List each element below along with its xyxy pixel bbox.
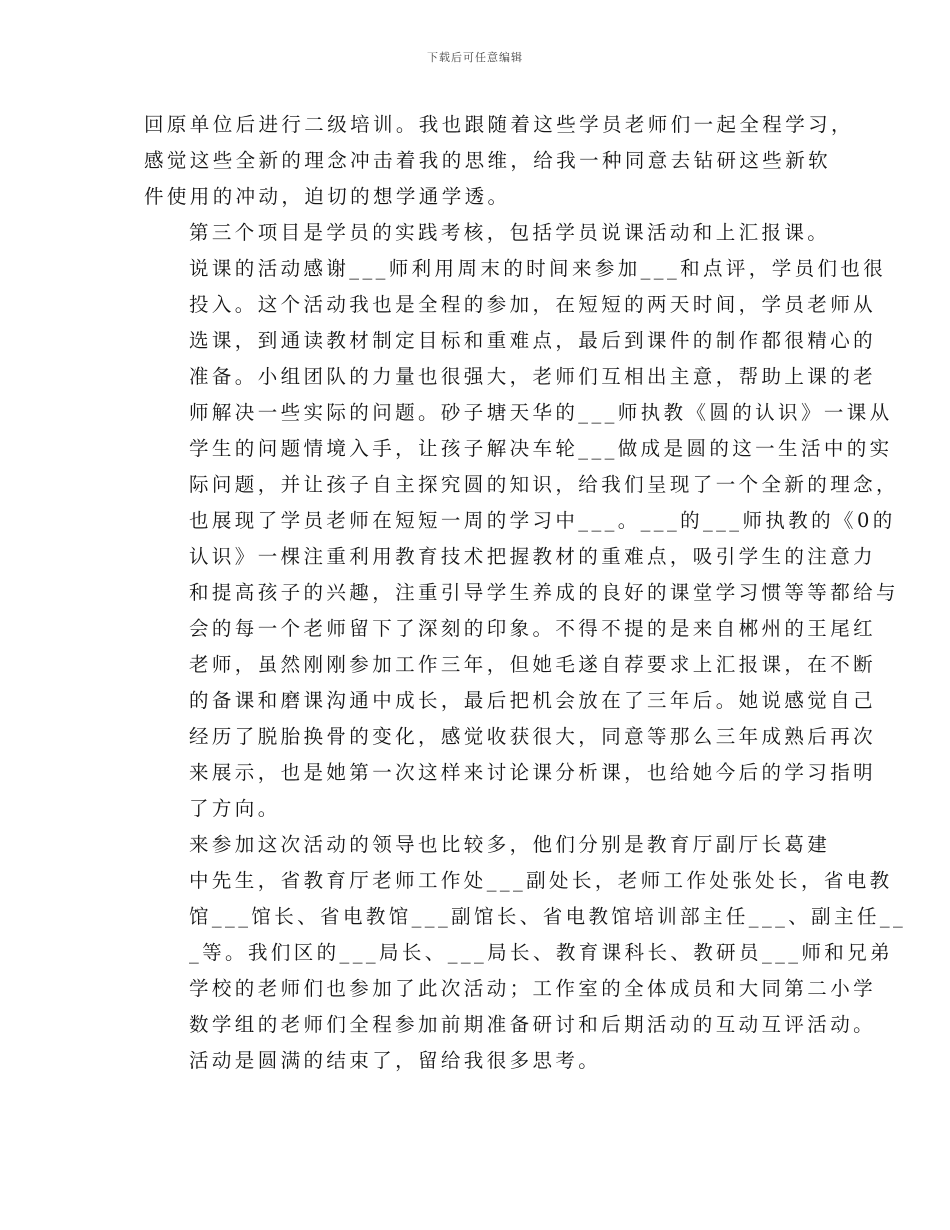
text-line: 件使用的冲动，迫切的想学通学透。 xyxy=(144,185,511,208)
text-line: 了方向。 xyxy=(189,797,281,820)
text-line: 会的每一个老师留下了深刻的印象。不得不提的是来自郴州的王尾红 xyxy=(189,617,877,640)
paragraph xyxy=(144,215,899,827)
text-line: 回原单位后进行二级培训。我也跟随着这些学员老师们一起全程学习， xyxy=(144,113,854,136)
text-line: 际问题，并让孩子自主探究圆的知识，给我们呈现了一个全新的理念， xyxy=(189,473,899,496)
text-line: 准备。小组团队的力量也很强大，老师们互相出主意，帮助上课的老 xyxy=(189,365,877,388)
text-line: 馆___馆长、省电教馆___副馆长、省电教馆培训部主任___、副主任__ xyxy=(189,905,907,928)
text-line: 认识》一棵注重利用教育技术把握教材的重难点，吸引学生的注意力 xyxy=(189,545,877,568)
text-line: 感觉这些全新的理念冲击着我的思维，给我一种同意去钻研这些新软 xyxy=(144,149,832,172)
text-line: 第三个项目是学员的实践考核，包括学员说课活动和上汇报课。 xyxy=(189,221,831,244)
text-line: 学生的问题情境入手，让孩子解决车轮___做成是圆的这一生活中的实 xyxy=(189,437,893,460)
text-line: 老师，虽然刚刚参加工作三年，但她毛遂自荐要求上汇报课，在不断 xyxy=(189,653,877,676)
text-line: 数学组的老师们全程参加前期准备研讨和后期活动的互动互评活动。 xyxy=(189,1013,877,1036)
text-line: _等。我们区的___局长、___局长、教育课科长、教研员___师和兄弟 xyxy=(189,941,894,964)
paragraph xyxy=(144,827,907,1043)
text-line: 经历了脱胎换骨的变化，感觉收获很大，同意等那么三年成熟后再次 xyxy=(189,725,877,748)
text-line: 中先生，省教育厅老师工作处___副处长，老师工作处张处长，省电教 xyxy=(189,869,893,892)
text-line: 选课，到通读教材制定目标和重难点，最后到课件的制作都很精心的 xyxy=(189,329,877,352)
text-line: 活动是圆满的结束了，留给我很多思考。 xyxy=(189,1049,602,1072)
text-line: 投入。这个活动我也是全程的参加，在短短的两天时间，学员老师从 xyxy=(189,293,877,316)
paragraph xyxy=(144,107,854,215)
text-line: 也展现了学员老师在短短一周的学习中___。___的___师执教的《0的 xyxy=(189,509,896,532)
text-line: 来展示，也是她第一次这样来讨论课分析课，也给她今后的学习指明 xyxy=(189,761,877,784)
text-line: 和提高孩子的兴趣，注重引导学生养成的良好的课堂学习惯等等都给与 xyxy=(189,581,899,604)
text-line: 师解决一些实际的问题。砂子塘天华的___师执教《圆的认识》一课从 xyxy=(189,401,893,424)
page-header: 下载后可任意编辑 xyxy=(427,51,523,64)
text-line: 学校的老师们也参加了此次活动；工作室的全体成员和大同第二小学 xyxy=(189,977,877,1000)
text-line: 的备课和磨课沟通中成长，最后把机会放在了三年后。她说感觉自己 xyxy=(189,689,877,712)
text-line: 说课的活动感谢___师利用周末的时间来参加___和点评，学员们也很 xyxy=(189,257,887,280)
text-line: 来参加这次活动的领导也比较多，他们分别是教育厅副厅长葛建 xyxy=(189,833,831,856)
document-body xyxy=(144,107,907,1079)
paragraph xyxy=(144,1043,808,1079)
